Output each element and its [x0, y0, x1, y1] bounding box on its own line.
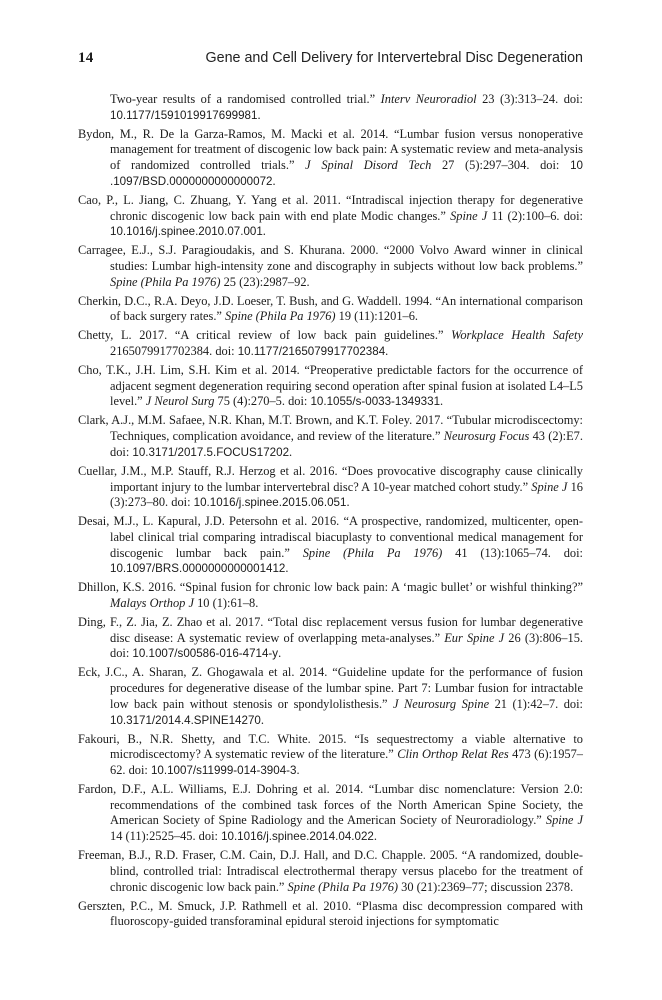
- page-header: [78, 50, 583, 72]
- running-title: Gene and Cell Delivery for Intervertebral Disc Degeneration: [205, 50, 583, 66]
- reference-entry: [78, 732, 583, 779]
- reference-doi: 10.1097/BRS.0000000000001412: [110, 562, 286, 576]
- reference-entry: [78, 580, 583, 611]
- reference-text: Fakouri, B., N.R. Shetty, and T.C. White. 2015. “Is sequestrectomy a viable alternative to microdiscectomy? A systematic review of the literature.”: [78, 731, 583, 762]
- reference-doi: 10.1055/s-0033-1349331: [310, 395, 441, 409]
- reference-volume-pages: 43 (2):E7. doi:: [110, 429, 583, 459]
- reference-volume-pages: 14 (11):2525–45. doi:: [110, 829, 218, 844]
- reference-text: Two-year results of a randomised controlled trial.”: [110, 92, 376, 106]
- reference-volume-pages: 19 (11):1201–6.: [338, 309, 419, 324]
- reference-text: Cherkin, D.C., R.A. Deyo, J.D. Loeser, T. Bush, and G. Waddell. 1994. “An international comparison of back surgery rates.”: [78, 293, 583, 324]
- reference-text: Desai, M.J., L. Kapural, J.D. Petersohn et al. 2016. “A prospective, randomized, multicenter, open-label clinical trial comparing intradiscal biacuplasty to conventional medical management for discogenic lumbar back pain.”: [78, 514, 583, 560]
- reference-volume-pages: 21 (1):42–7. doi:: [494, 696, 583, 711]
- reference-text: Bydon, M., R. De la Garza-Ramos, M. Macki et al. 2014. “Lumbar fusion versus nonoperative management for treatment of discogenic low back pain: A systematic review and meta-analysis of randomized controlled trials.”: [78, 126, 583, 173]
- reference-doi: 10.3171/2017.5.FOCUS17202: [132, 445, 290, 459]
- reference-journal: Spine (Phila Pa 1976): [302, 545, 443, 560]
- reference-entry-continued: [78, 92, 583, 123]
- reference-entry: [78, 848, 583, 895]
- reference-end-punct: .: [296, 762, 300, 777]
- reference-text: Freeman, B.J., R.D. Fraser, C.M. Cain, D.J. Hall, and D.C. Chapple. 2005. “A randomized, double-blind, controlled trial: Intradiscal electrothermal therapy versus placebo for the treatment of chronic discogenic low back pain.”: [78, 848, 583, 894]
- reference-volume-pages: 41 (13):1065–74. doi:: [455, 545, 583, 560]
- reference-text: Gerszten, P.C., M. Smuck, J.P. Rathmell et al. 2010. “Plasma disc decompression compared with fluoroscopy-guided transforaminal epidural steroid injections for symptomatic: [78, 898, 583, 929]
- reference-entry: [78, 665, 583, 728]
- reference-end-punct: .: [373, 829, 377, 844]
- reference-text: Carragee, E.J., S.J. Paragioudakis, and S. Khurana. 2000. “2000 Volvo Award winner in clinical studies: Lumbar high-intensity zone and discography in subjects without low back problems.”: [78, 243, 583, 273]
- reference-doi: 10.1177/2165079917702384: [237, 345, 386, 359]
- reference-end-punct: .: [285, 561, 289, 576]
- reference-end-punct: .: [385, 344, 389, 359]
- reference-volume-pages: 27 (5):297–304. doi:: [441, 158, 560, 173]
- reference-entry: [78, 328, 583, 359]
- reference-volume-pages: 16 (3):273–80. doi:: [110, 479, 583, 510]
- reference-doi: 10.1007/s00586-016-4714-y: [132, 647, 279, 661]
- reference-text: Fardon, D.F., A.L. Williams, E.J. Dohring et al. 2014. “Lumbar disc nomenclature: Version 2.0: recommendations of the combined task forces of the North American Spine Society, the American Society of Spine Radiology and the American Society of Neuroradiology.”: [78, 781, 583, 828]
- reference-volume-pages: 75 (4):270–5. doi:: [217, 394, 308, 409]
- page-number: 14: [78, 50, 94, 66]
- reference-entry: [78, 294, 583, 325]
- reference-journal: Workplace Health Safety: [451, 328, 583, 343]
- reference-journal: Clin Orthop Relat Res: [397, 747, 509, 762]
- reference-end-punct: .: [346, 495, 350, 510]
- reference-volume-pages: 11 (2):100–6. doi:: [491, 208, 583, 223]
- reference-volume-pages: 473 (6):1957–62. doi:: [110, 747, 583, 777]
- reference-journal: Interv Neuroradiol: [380, 92, 477, 106]
- reference-journal: Spine J: [545, 813, 583, 828]
- reference-volume-pages: 26 (3):806–15. doi:: [110, 630, 583, 661]
- reference-text: Cuellar, J.M., M.P. Stauff, R.J. Herzog et al. 2016. “Does provocative discography cause clinically important injury to the lumbar intervertebral disc? A 10-year matched cohort study.”: [78, 463, 583, 494]
- reference-doi: 10.1016/j.spinee.2010.07.001: [110, 225, 263, 239]
- reference-entry: [78, 363, 583, 410]
- reference-entry: [78, 127, 583, 190]
- reference-entry: [78, 514, 583, 577]
- reference-volume-pages: 2165079917702384. doi:: [110, 344, 235, 359]
- reference-journal: Spine J: [531, 479, 568, 494]
- reference-end-punct: .: [289, 444, 293, 459]
- reference-end-punct: .: [272, 173, 276, 188]
- reference-volume-pages: 30 (21):2369–77; discussion 2378.: [401, 879, 574, 894]
- reference-end-punct: .: [440, 394, 444, 409]
- reference-entry: [78, 193, 583, 240]
- reference-journal: Spine (Phila Pa 1976): [225, 309, 336, 324]
- reference-journal: Eur Spine J: [444, 630, 505, 645]
- reference-journal: Spine (Phila Pa 1976): [110, 274, 221, 289]
- reference-doi: 10.1016/j.spinee.2015.06.051: [193, 496, 347, 510]
- reference-entry: [78, 464, 583, 511]
- reference-doi: 10.1177/1591019917699981: [110, 108, 258, 122]
- reference-entry: [78, 782, 583, 845]
- reference-journal: Spine (Phila Pa 1976): [287, 879, 399, 894]
- reference-volume-pages: 25 (23):2987–92.: [223, 274, 310, 289]
- reference-text: Ding, F., Z. Jia, Z. Zhao et al. 2017. “Total disc replacement versus fusion for lumbar degenerative disc disease: A systematic review of overlapping meta-analyses.”: [78, 615, 583, 645]
- reference-end-punct: .: [257, 107, 261, 122]
- reference-doi: 10.1016/j.spinee.2014.04.022: [221, 830, 374, 844]
- reference-journal: Spine J: [450, 208, 488, 223]
- reference-text: Chetty, L. 2017. “A critical review of low back pain guidelines.”: [78, 328, 444, 343]
- reference-text: Cho, T.K., J.H. Lim, S.H. Kim et al. 2014. “Preoperative predictable factors for the occurrence of adjacent segment degeneration requiring second operation after spinal fusion at isolated L4–L5 level.”: [78, 363, 583, 409]
- reference-doi: 10.3171/2014.4.SPINE14270: [110, 713, 261, 727]
- reference-entry: [78, 243, 583, 290]
- reference-journal: J Neurol Surg: [145, 394, 215, 409]
- reference-doi: 10.1007/s11999-014-3904-3: [150, 763, 297, 777]
- reference-volume-pages: 10 (1):61–8.: [197, 596, 259, 611]
- reference-text: Dhillon, K.S. 2016. “Spinal fusion for chronic low back pain: A ‘magic bullet’ or wishful thinking?”: [78, 580, 583, 595]
- reference-volume-pages: 23 (3):313–24. doi:: [482, 92, 583, 106]
- reference-text: Cao, P., L. Jiang, C. Zhuang, Y. Yang et al. 2011. “Intradiscal injection therapy for degenerative chronic discogenic low back pain with end plate Modic changes.”: [78, 192, 583, 223]
- reference-journal: J Spinal Disord Tech: [305, 158, 432, 173]
- reference-end-punct: .: [260, 712, 264, 727]
- reference-doi: 10 .1097/BSD.0000000000000072: [110, 159, 583, 188]
- reference-list: [78, 92, 583, 933]
- reference-journal: Neurosurg Focus: [443, 429, 530, 444]
- reference-end-punct: .: [278, 646, 282, 661]
- reference-end-punct: .: [262, 224, 266, 239]
- reference-entry: [78, 899, 583, 930]
- reference-journal: Malays Orthop J: [110, 596, 194, 611]
- reference-entry: [78, 413, 583, 460]
- reference-text: Eck, J.C., A. Sharan, Z. Ghogawala et al. 2014. “Guideline update for the performance of fusion procedures for degenerative disease of the lumbar spine. Part 7: Lumbar fusion for intractable low back pain without stenosis or spondylolisthesis.”: [78, 665, 583, 711]
- reference-journal: J Neurosurg Spine: [393, 696, 490, 711]
- reference-text: Clark, A.J., M.M. Safaee, N.R. Khan, M.T. Brown, and K.T. Foley. 2017. “Tubular microdiscectomy: Techniques, complication avoidance, and review of the literature.”: [78, 413, 583, 444]
- reference-entry: [78, 615, 583, 662]
